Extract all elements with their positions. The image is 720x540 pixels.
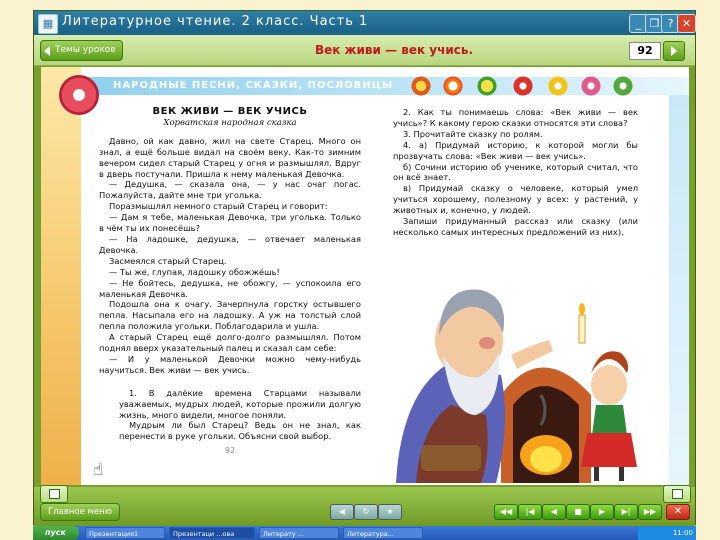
story-paragraph: Поразмышлял немного старый Старец и говорит: xyxy=(109,201,328,212)
home-menu-button[interactable]: Главное меню xyxy=(40,503,120,521)
title-bar xyxy=(34,11,695,35)
system-tray-clock: 11:00 xyxy=(638,526,696,540)
story-title: ВЕК ЖИВИ — ВЕК УЧИСЬ xyxy=(152,106,308,117)
task-item: в) Придумай сказку о человеке, который умел учиться хорошему, полезному у всех: у растений, у животных и, конечно, у людей. xyxy=(393,183,638,216)
app-window xyxy=(33,10,696,525)
story-paragraph: — Дам я тебе, маленькая Девочка, три уголька. Только в чём ты их понесёшь? xyxy=(99,212,361,234)
lesson-title: Век живи — век учись. xyxy=(314,43,474,57)
girl-figure xyxy=(591,365,627,405)
section-banner-text: НАРОДНЫЕ ПЕСНИ, СКАЗКИ, ПОСЛОВИЦЫ xyxy=(113,80,394,91)
decor-star-icon xyxy=(546,74,570,98)
tasks-column xyxy=(393,107,638,238)
next-section-icon[interactable]: ▶| xyxy=(614,504,638,520)
prev-section-icon[interactable]: |◀ xyxy=(518,504,542,520)
bottom-toolbar xyxy=(34,487,695,526)
first-page-icon[interactable]: ◀◀ xyxy=(494,504,518,520)
prev-page-icon[interactable]: ◀ xyxy=(542,504,566,520)
story-paragraph: — Не бойтесь, дедушка, не обожгу, — успокоила его маленькая Девочка. xyxy=(99,277,361,299)
close-icon[interactable]: ✕ xyxy=(677,14,696,33)
decor-leaf-icon xyxy=(475,74,499,98)
back-arrow-icon[interactable]: ◀ xyxy=(330,504,354,520)
minimize-icon[interactable]: _ xyxy=(629,14,648,33)
story-illustration xyxy=(391,245,641,483)
decor-bird-icon xyxy=(511,74,535,98)
refresh-icon[interactable]: ↻ xyxy=(354,504,378,520)
story-paragraph: Подошла она к очагу. Зачерпнула горстку остывшего пепла. Насыпала его на ладошку. А уж на толстый слой пепла положила угольки. Поблагодарила и ушла. xyxy=(99,299,361,332)
exit-icon[interactable]: ✕ xyxy=(666,504,690,520)
story-paragraph: А старый Старец ещё долго-долго размышлял. Потом поднял вверх указательный палец и сказал сам себе: xyxy=(99,332,361,354)
last-page-icon[interactable]: ▶▶ xyxy=(638,504,662,520)
taskbar-item[interactable]: Презентация1 xyxy=(85,527,165,539)
page-number-field[interactable]: 92 xyxy=(629,42,661,60)
story-paragraph: — И у маленькой Девочки можно чему-нибудь научиться. Век живи — век учись. xyxy=(99,353,361,375)
taskbar-item[interactable]: Литерату ... xyxy=(259,527,339,539)
task-item: б) Сочини историю об ученике, который считал, что он всё знает. xyxy=(393,161,638,183)
story-paragraph: Давно, ой как давно, жил на свете Старец. Много он знал, а ещё больше видал на своём веку. Как-то зимним вечером сидел старый Старец у огня и размышлял. Вдруг в дверь постучали. Пришла к нему маленькая Девочка. xyxy=(99,135,361,179)
question-paragraph: 1. В далёкие времена Старцами называли уважаемых, мудрых людей, которые прожили долгую жизнь, много видели, многое поняли. xyxy=(119,387,361,420)
textbook-page xyxy=(41,67,689,485)
task-item: 2. Как ты понимаешь слова: «Век живи — век учись»? К какому герою сказки относятся эти слова? xyxy=(393,107,638,128)
story-paragraph: Засмеялся старый Старец. xyxy=(109,255,227,266)
taskbar-item[interactable]: Литература... xyxy=(343,527,423,539)
task-item: 3. Прочитайте сказку по ролям. xyxy=(403,128,543,139)
restore-icon[interactable]: ❐ xyxy=(645,14,664,33)
task-item: Запиши придуманный рассказ или сказку (или несколько самых интересных предложений из них). xyxy=(393,216,638,237)
story-paragraph: — Ты же, глупая, ладошку обожжёшь! xyxy=(109,266,280,277)
task-item: 4. а) Придумай историю, к которой могли бы прозвучать слова: «Век живи — век учись». xyxy=(393,139,638,161)
lesson-toolbar xyxy=(34,35,695,66)
window-title: Литературное чтение. 2 класс. Часть 1 xyxy=(62,14,369,29)
left-panel-button[interactable] xyxy=(40,485,68,503)
help-icon[interactable]: ? xyxy=(661,14,680,33)
app-logo-icon: ▦ xyxy=(38,14,58,34)
decor-flower-icon xyxy=(409,74,433,98)
story-subtitle: Хорватская народная сказка xyxy=(163,117,297,128)
stop-icon[interactable]: ■ xyxy=(566,504,590,520)
page-right-margin xyxy=(669,87,689,485)
page-left-margin xyxy=(41,67,81,485)
bookmark-star-icon[interactable]: ★ xyxy=(378,504,402,520)
taskbar-item[interactable]: Презентаци ...ова xyxy=(169,527,255,539)
next-page-icon[interactable]: ▶ xyxy=(590,504,614,520)
decor-sun-icon xyxy=(441,74,465,98)
story-column xyxy=(99,107,361,457)
topics-button[interactable]: Темы уроков xyxy=(40,40,123,61)
hand-pointer-icon: ☝ xyxy=(93,460,104,480)
decor-flower-2-icon xyxy=(579,74,603,98)
story-paragraph: — Дедушка, — сказала она, — у нас очаг погас. Пожалуйста, дайте мне три уголька. xyxy=(99,179,361,201)
start-button[interactable]: пуск xyxy=(33,526,79,540)
story-paragraph: — На ладошке, дедушка, — отвечает маленькая Девочка. xyxy=(99,233,361,255)
go-page-button[interactable] xyxy=(663,41,685,61)
section-logo-icon xyxy=(59,75,99,115)
decor-bird-2-icon xyxy=(611,74,635,98)
right-panel-button[interactable] xyxy=(663,485,691,503)
windows-taskbar xyxy=(33,526,696,540)
question-paragraph: Мудрым ли был Старец? Ведь он не знал, как перенести в руке угольки. Объясни свой выбор. xyxy=(119,420,361,442)
page-footer-number: 92 xyxy=(224,446,236,456)
